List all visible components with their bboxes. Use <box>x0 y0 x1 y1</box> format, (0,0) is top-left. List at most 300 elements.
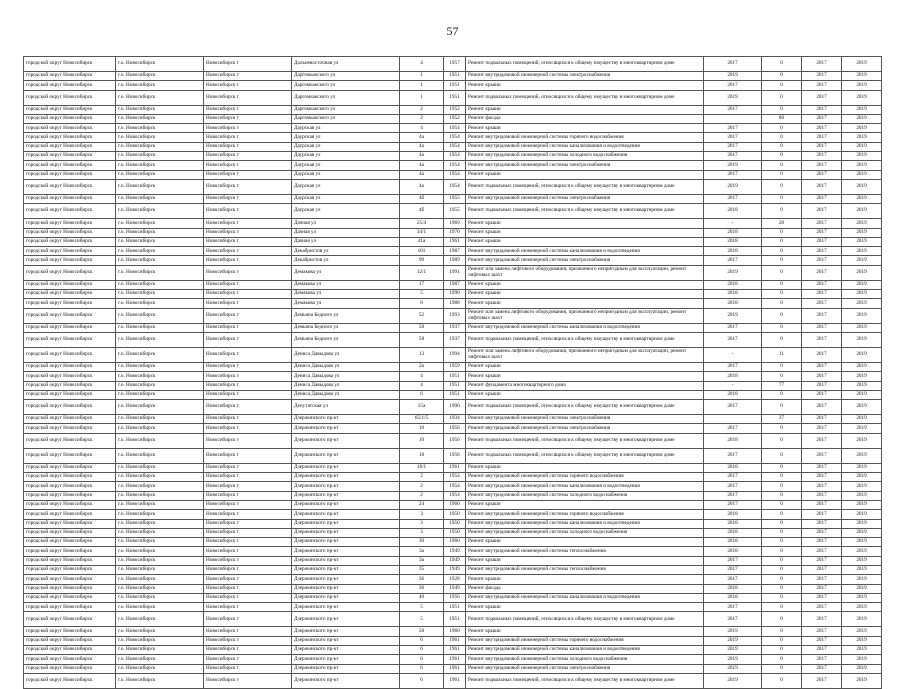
house-cell: 2 <box>400 491 444 500</box>
end-year-cell: 2019 <box>842 372 882 381</box>
table-row <box>24 463 882 472</box>
plan-year-cell: 2018 <box>704 510 762 519</box>
municipality-cell: городской округ Новосибирск <box>24 415 116 424</box>
work-type-cell: Ремонт подвальных помещений, относящихся к общему имуществу в многоквартирном доме <box>466 204 704 219</box>
plan-year-cell: 2018 <box>704 228 762 237</box>
house-cell: 3а <box>400 556 444 565</box>
municipality-cell: городской округ Новосибирск <box>24 247 116 256</box>
city-cell: Новосибирск г <box>204 372 292 381</box>
house-cell: 15а <box>400 400 444 415</box>
end-year-cell: 2019 <box>842 124 882 133</box>
house-cell: 4 <box>400 57 444 72</box>
table-row <box>24 500 882 509</box>
plan-year-cell: 2018 <box>704 299 762 308</box>
street-cell: Даурская ул <box>292 161 400 170</box>
city-cell: Новосибирск г <box>204 228 292 237</box>
street-cell: Даргомыжского ул <box>292 114 400 123</box>
count-cell: 0 <box>762 81 802 90</box>
plan-year-cell: 2017 <box>704 400 762 415</box>
work-type-cell: Ремонт внутридомовой инженерной системы холодного водоснабжения <box>466 491 704 500</box>
district-cell: г.о. Новосибирск <box>116 237 204 246</box>
end-year-cell: 2019 <box>842 655 882 664</box>
municipality-cell: городской округ Новосибирск <box>24 347 116 362</box>
municipality-cell: городской округ Новосибирск <box>24 500 116 509</box>
municipality-cell: городской округ Новосибирск <box>24 332 116 347</box>
start-year-cell: 2017 <box>802 463 842 472</box>
work-type-cell: Ремонт внутридомовой инженерной системы канализования и водоотведения <box>466 646 704 655</box>
table-row <box>24 362 882 371</box>
city-cell: Новосибирск г <box>204 612 292 627</box>
municipality-cell: городской округ Новосибирск <box>24 308 116 323</box>
house-cell: 3а <box>400 547 444 556</box>
city-cell: Новосибирск г <box>204 237 292 246</box>
count-cell: 0 <box>762 612 802 627</box>
street-cell: Дзержинского пр-кт <box>292 448 400 463</box>
street-cell: Демьяна Бедного ул <box>292 323 400 332</box>
count-cell: 0 <box>762 265 802 280</box>
plan-year-cell: 2017 <box>704 575 762 584</box>
work-type-cell: Ремонт внутридомовой инженерной системы холодного водоснабжения <box>466 655 704 664</box>
start-year-cell: 2017 <box>802 347 842 362</box>
start-year-cell: 2017 <box>802 565 842 574</box>
year-cell: 1989 <box>444 256 466 265</box>
district-cell: г.о. Новосибирск <box>116 362 204 371</box>
house-cell: 101 <box>400 247 444 256</box>
house-cell: 34/1 <box>400 228 444 237</box>
street-cell: Даурская ул <box>292 142 400 151</box>
count-cell: 11 <box>762 347 802 362</box>
municipality-cell: городской округ Новосибирск <box>24 81 116 90</box>
year-cell: 1951 <box>444 81 466 90</box>
plan-year-cell: 2019 <box>704 90 762 105</box>
plan-year-cell: 2017 <box>704 124 762 133</box>
table-row <box>24 565 882 574</box>
year-cell: 1961 <box>444 636 466 645</box>
count-cell: 0 <box>762 299 802 308</box>
street-cell: Декабристов ул <box>292 256 400 265</box>
municipality-cell: городской округ Новосибирск <box>24 664 116 673</box>
start-year-cell: 2017 <box>802 194 842 203</box>
start-year-cell: 2017 <box>802 323 842 332</box>
end-year-cell: 2019 <box>842 400 882 415</box>
count-cell: 0 <box>762 247 802 256</box>
table-row <box>24 124 882 133</box>
city-cell: Новосибирск г <box>204 81 292 90</box>
work-type-cell: Ремонт крыши <box>466 237 704 246</box>
table-row <box>24 204 882 219</box>
table-row <box>24 228 882 237</box>
end-year-cell: 2019 <box>842 424 882 433</box>
year-cell: 1954 <box>444 491 466 500</box>
end-year-cell: 2019 <box>842 491 882 500</box>
district-cell: г.о. Новосибирск <box>116 538 204 547</box>
plan-year-cell: 2017 <box>704 491 762 500</box>
table-row <box>24 636 882 645</box>
start-year-cell: 2017 <box>802 124 842 133</box>
district-cell: г.о. Новосибирск <box>116 323 204 332</box>
work-type-cell: Ремонт крыши <box>466 556 704 565</box>
street-cell: Даурская ул <box>292 194 400 203</box>
end-year-cell: 2019 <box>842 584 882 593</box>
year-cell: 1937 <box>444 332 466 347</box>
end-year-cell: 2019 <box>842 204 882 219</box>
year-cell: 1954 <box>444 161 466 170</box>
house-cell: 8 <box>400 299 444 308</box>
house-cell: 2 <box>400 114 444 123</box>
district-cell: г.о. Новосибирск <box>116 448 204 463</box>
table-row <box>24 627 882 636</box>
count-cell: 0 <box>762 655 802 664</box>
count-cell: 80 <box>762 114 802 123</box>
count-cell: 0 <box>762 280 802 289</box>
year-cell: 1956 <box>444 424 466 433</box>
table-row <box>24 332 882 347</box>
municipality-cell: городской округ Новосибирск <box>24 114 116 123</box>
start-year-cell: 2017 <box>802 593 842 602</box>
count-cell: 0 <box>762 510 802 519</box>
municipality-cell: городской округ Новосибирск <box>24 290 116 299</box>
work-type-cell: Ремонт крыши <box>466 170 704 179</box>
street-cell: Дениса Давыдова ул <box>292 362 400 371</box>
street-cell: Дзержинского пр-кт <box>292 636 400 645</box>
municipality-cell: городской округ Новосибирск <box>24 142 116 151</box>
start-year-cell: 2017 <box>802 247 842 256</box>
city-cell: Новосибирск г <box>204 204 292 219</box>
year-cell: 1949 <box>444 547 466 556</box>
year-cell: 1987 <box>444 247 466 256</box>
count-cell: 77 <box>762 381 802 390</box>
house-cell: 58 <box>400 332 444 347</box>
table-row <box>24 612 882 627</box>
end-year-cell: 2019 <box>842 528 882 537</box>
street-cell: Декабристов ул <box>292 247 400 256</box>
plan-year-cell: 2019 <box>704 673 762 688</box>
plan-year-cell: 2018 <box>704 593 762 602</box>
municipality-cell: городской округ Новосибирск <box>24 170 116 179</box>
end-year-cell: 2019 <box>842 237 882 246</box>
end-year-cell: 2019 <box>842 247 882 256</box>
house-cell: 18/1 <box>400 463 444 472</box>
table-row <box>24 237 882 246</box>
start-year-cell: 2017 <box>802 204 842 219</box>
year-cell: 1991 <box>444 265 466 280</box>
municipality-cell: городской округ Новосибирск <box>24 627 116 636</box>
start-year-cell: 2017 <box>802 142 842 151</box>
table-row <box>24 491 882 500</box>
municipality-cell: городской округ Новосибирск <box>24 491 116 500</box>
table-row <box>24 603 882 612</box>
start-year-cell: 2017 <box>802 114 842 123</box>
table-row <box>24 280 882 289</box>
work-type-cell: Ремонт внутридомовой инженерной системы теплоснабжения <box>466 547 704 556</box>
city-cell: Новосибирск г <box>204 280 292 289</box>
year-cell: 1951 <box>444 390 466 399</box>
house-cell: 24 <box>400 500 444 509</box>
district-cell: г.о. Новосибирск <box>116 179 204 194</box>
start-year-cell: 2017 <box>802 575 842 584</box>
house-cell: 4а <box>400 133 444 142</box>
start-year-cell: 2017 <box>802 72 842 81</box>
start-year-cell: 2017 <box>802 528 842 537</box>
district-cell: г.о. Новосибирск <box>116 424 204 433</box>
house-cell: 6 <box>400 390 444 399</box>
start-year-cell: 2017 <box>802 90 842 105</box>
end-year-cell: 2019 <box>842 646 882 655</box>
district-cell: г.о. Новосибирск <box>116 603 204 612</box>
count-cell: 0 <box>762 308 802 323</box>
start-year-cell: 2017 <box>802 603 842 612</box>
year-cell: 1950 <box>444 519 466 528</box>
municipality-cell: городской округ Новосибирск <box>24 219 116 228</box>
start-year-cell: 2017 <box>802 646 842 655</box>
district-cell: г.о. Новосибирск <box>116 265 204 280</box>
house-cell: 36 <box>400 575 444 584</box>
work-type-cell: Ремонт крыши <box>466 390 704 399</box>
start-year-cell: 2017 <box>802 636 842 645</box>
table-row <box>24 90 882 105</box>
street-cell: Демакова ул <box>292 265 400 280</box>
year-cell: 1961 <box>444 463 466 472</box>
municipality-cell: городской округ Новосибирск <box>24 584 116 593</box>
count-cell: 37 <box>762 415 802 424</box>
district-cell: г.о. Новосибирск <box>116 491 204 500</box>
work-type-cell: Ремонт подвальных помещений, относящихся к общему имуществу в многоквартирном доме <box>466 179 704 194</box>
work-type-cell: Ремонт крыши <box>466 603 704 612</box>
end-year-cell: 2019 <box>842 433 882 448</box>
table-row <box>24 133 882 142</box>
municipality-cell: городской округ Новосибирск <box>24 265 116 280</box>
work-type-cell: Ремонт крыши <box>466 219 704 228</box>
city-cell: Новосибирск г <box>204 448 292 463</box>
municipality-cell: городской округ Новосибирск <box>24 556 116 565</box>
count-cell: 0 <box>762 556 802 565</box>
year-cell: 1958 <box>444 448 466 463</box>
table-row <box>24 308 882 323</box>
work-type-cell: Ремонт подвальных помещений, относящихся к общему имуществу в многоквартирном доме <box>466 332 704 347</box>
count-cell: 0 <box>762 194 802 203</box>
end-year-cell: 2019 <box>842 280 882 289</box>
city-cell: Новосибирск г <box>204 415 292 424</box>
district-cell: г.о. Новосибирск <box>116 463 204 472</box>
plan-year-cell: 2017 <box>704 133 762 142</box>
end-year-cell: 2019 <box>842 105 882 114</box>
street-cell: Дзержинского пр-кт <box>292 593 400 602</box>
year-cell: 1994 <box>444 347 466 362</box>
year-cell: 1955 <box>444 194 466 203</box>
city-cell: Новосибирск г <box>204 491 292 500</box>
work-type-cell: Ремонт крыши <box>466 463 704 472</box>
city-cell: Новосибирск г <box>204 482 292 491</box>
municipality-cell: городской округ Новосибирск <box>24 204 116 219</box>
district-cell: г.о. Новосибирск <box>116 482 204 491</box>
work-type-cell: Ремонт крыши <box>466 500 704 509</box>
street-cell: Даурская ул <box>292 124 400 133</box>
count-cell: 0 <box>762 593 802 602</box>
table-row <box>24 372 882 381</box>
start-year-cell: 2017 <box>802 673 842 688</box>
end-year-cell: 2019 <box>842 519 882 528</box>
year-cell: 1954 <box>444 142 466 151</box>
end-year-cell: 2019 <box>842 510 882 519</box>
street-cell: Дзержинского пр-кт <box>292 627 400 636</box>
street-cell: Дачная ул <box>292 219 400 228</box>
work-type-cell: Ремонт внутридомовой инженерной системы электроснабжения <box>466 664 704 673</box>
start-year-cell: 2017 <box>802 627 842 636</box>
municipality-cell: городской округ Новосибирск <box>24 510 116 519</box>
plan-year-cell: 2018 <box>704 538 762 547</box>
work-type-cell: Ремонт крыши <box>466 627 704 636</box>
end-year-cell: 2019 <box>842 482 882 491</box>
end-year-cell: 2019 <box>842 256 882 265</box>
year-cell: 1990 <box>444 400 466 415</box>
start-year-cell: 2017 <box>802 57 842 72</box>
district-cell: г.о. Новосибирск <box>116 219 204 228</box>
year-cell: 1961 <box>444 673 466 688</box>
city-cell: Новосибирск г <box>204 473 292 482</box>
table-row <box>24 655 882 664</box>
district-cell: г.о. Новосибирск <box>116 142 204 151</box>
district-cell: г.о. Новосибирск <box>116 415 204 424</box>
work-type-cell: Ремонт подвальных помещений, относящихся к общему имуществу в многоквартирном доме <box>466 448 704 463</box>
start-year-cell: 2017 <box>802 299 842 308</box>
city-cell: Новосибирск г <box>204 105 292 114</box>
year-cell: 1954 <box>444 152 466 161</box>
house-cell: 1 <box>400 72 444 81</box>
municipality-cell: городской округ Новосибирск <box>24 90 116 105</box>
house-cell: 35 <box>400 565 444 574</box>
house-cell: 4 <box>400 372 444 381</box>
city-cell: Новосибирск г <box>204 323 292 332</box>
district-cell: г.о. Новосибирск <box>116 473 204 482</box>
municipality-cell: городской округ Новосибирск <box>24 299 116 308</box>
city-cell: Новосибирск г <box>204 603 292 612</box>
street-cell: Дзержинского пр-кт <box>292 482 400 491</box>
plan-year-cell: 2018 <box>704 237 762 246</box>
work-type-cell: Ремонт крыши <box>466 105 704 114</box>
house-cell: 6 <box>400 673 444 688</box>
city-cell: Новосибирск г <box>204 528 292 537</box>
city-cell: Новосибирск г <box>204 424 292 433</box>
start-year-cell: 2017 <box>802 448 842 463</box>
city-cell: Новосибирск г <box>204 538 292 547</box>
start-year-cell: 2017 <box>802 170 842 179</box>
street-cell: Демьяна Бедного ул <box>292 332 400 347</box>
end-year-cell: 2019 <box>842 575 882 584</box>
municipality-cell: городской округ Новосибирск <box>24 362 116 371</box>
table-row <box>24 81 882 90</box>
year-cell: 1928 <box>444 575 466 584</box>
count-cell: 0 <box>762 473 802 482</box>
city-cell: Новосибирск г <box>204 433 292 448</box>
house-cell: 17 <box>400 280 444 289</box>
year-cell: 1987 <box>444 280 466 289</box>
district-cell: г.о. Новосибирск <box>116 194 204 203</box>
plan-year-cell: 2018 <box>704 519 762 528</box>
count-cell: 0 <box>762 400 802 415</box>
end-year-cell: 2019 <box>842 547 882 556</box>
end-year-cell: 2019 <box>842 362 882 371</box>
plan-year-cell <box>704 114 762 123</box>
start-year-cell: 2017 <box>802 482 842 491</box>
year-cell: 1970 <box>444 228 466 237</box>
plan-year-cell: 2017 <box>704 556 762 565</box>
work-type-cell: Ремонт внутридомовой инженерной системы канализования и водоотведения <box>466 247 704 256</box>
start-year-cell: 2017 <box>802 237 842 246</box>
house-cell: 4а <box>400 170 444 179</box>
count-cell: 0 <box>762 636 802 645</box>
city-cell: Новосибирск г <box>204 636 292 645</box>
house-cell: 3 <box>400 510 444 519</box>
year-cell: 1961 <box>444 664 466 673</box>
district-cell: г.о. Новосибирск <box>116 500 204 509</box>
table-row <box>24 575 882 584</box>
end-year-cell: 2019 <box>842 114 882 123</box>
house-cell: 3 <box>400 528 444 537</box>
start-year-cell: 2017 <box>802 390 842 399</box>
work-type-cell: Ремонт крыши <box>466 575 704 584</box>
year-cell: 1960 <box>444 538 466 547</box>
city-cell: Новосибирск г <box>204 547 292 556</box>
street-cell: Даурская ул <box>292 152 400 161</box>
district-cell: г.о. Новосибирск <box>116 636 204 645</box>
end-year-cell: 2019 <box>842 290 882 299</box>
city-cell: Новосибирск г <box>204 400 292 415</box>
end-year-cell: 2019 <box>842 664 882 673</box>
city-cell: Новосибирск г <box>204 519 292 528</box>
end-year-cell: 2019 <box>842 323 882 332</box>
work-type-cell: Ремонт внутридомовой инженерной системы холодного водоснабжения <box>466 528 704 537</box>
municipality-cell: городской округ Новосибирск <box>24 593 116 602</box>
district-cell: г.о. Новосибирск <box>116 114 204 123</box>
street-cell: Дзержинского пр-кт <box>292 528 400 537</box>
street-cell: Дзержинского пр-кт <box>292 603 400 612</box>
work-type-cell: Ремонт крыши <box>466 372 704 381</box>
table-row <box>24 179 882 194</box>
start-year-cell: 2017 <box>802 473 842 482</box>
house-cell: 4а <box>400 142 444 151</box>
plan-year-cell: 2018 <box>704 584 762 593</box>
year-cell: 1961 <box>444 655 466 664</box>
table-row <box>24 482 882 491</box>
municipality-cell: городской округ Новосибирск <box>24 603 116 612</box>
street-cell: Дзержинского пр-кт <box>292 424 400 433</box>
table-row <box>24 415 882 424</box>
house-cell: 12/1 <box>400 265 444 280</box>
count-cell: 0 <box>762 72 802 81</box>
count-cell: 0 <box>762 664 802 673</box>
work-type-cell: Ремонт крыши <box>466 81 704 90</box>
city-cell: Новосибирск г <box>204 265 292 280</box>
street-cell: Дзержинского пр-кт <box>292 473 400 482</box>
city-cell: Новосибирск г <box>204 655 292 664</box>
house-cell: 5 <box>400 603 444 612</box>
work-type-cell: Ремонт крыши <box>466 290 704 299</box>
street-cell: Дениса Давыдова ул <box>292 372 400 381</box>
count-cell: 0 <box>762 90 802 105</box>
start-year-cell: 2017 <box>802 228 842 237</box>
table-row <box>24 381 882 390</box>
city-cell: Новосибирск г <box>204 500 292 509</box>
district-cell: г.о. Новосибирск <box>116 627 204 636</box>
table-row <box>24 547 882 556</box>
year-cell: 1950 <box>444 510 466 519</box>
start-year-cell: 2017 <box>802 519 842 528</box>
start-year-cell: 2017 <box>802 280 842 289</box>
work-type-cell: Ремонт подвальных помещений, относящихся к общему имуществу в многоквартирном доме <box>466 57 704 72</box>
table-row <box>24 584 882 593</box>
street-cell: Дзержинского пр-кт <box>292 433 400 448</box>
count-cell: 0 <box>762 290 802 299</box>
